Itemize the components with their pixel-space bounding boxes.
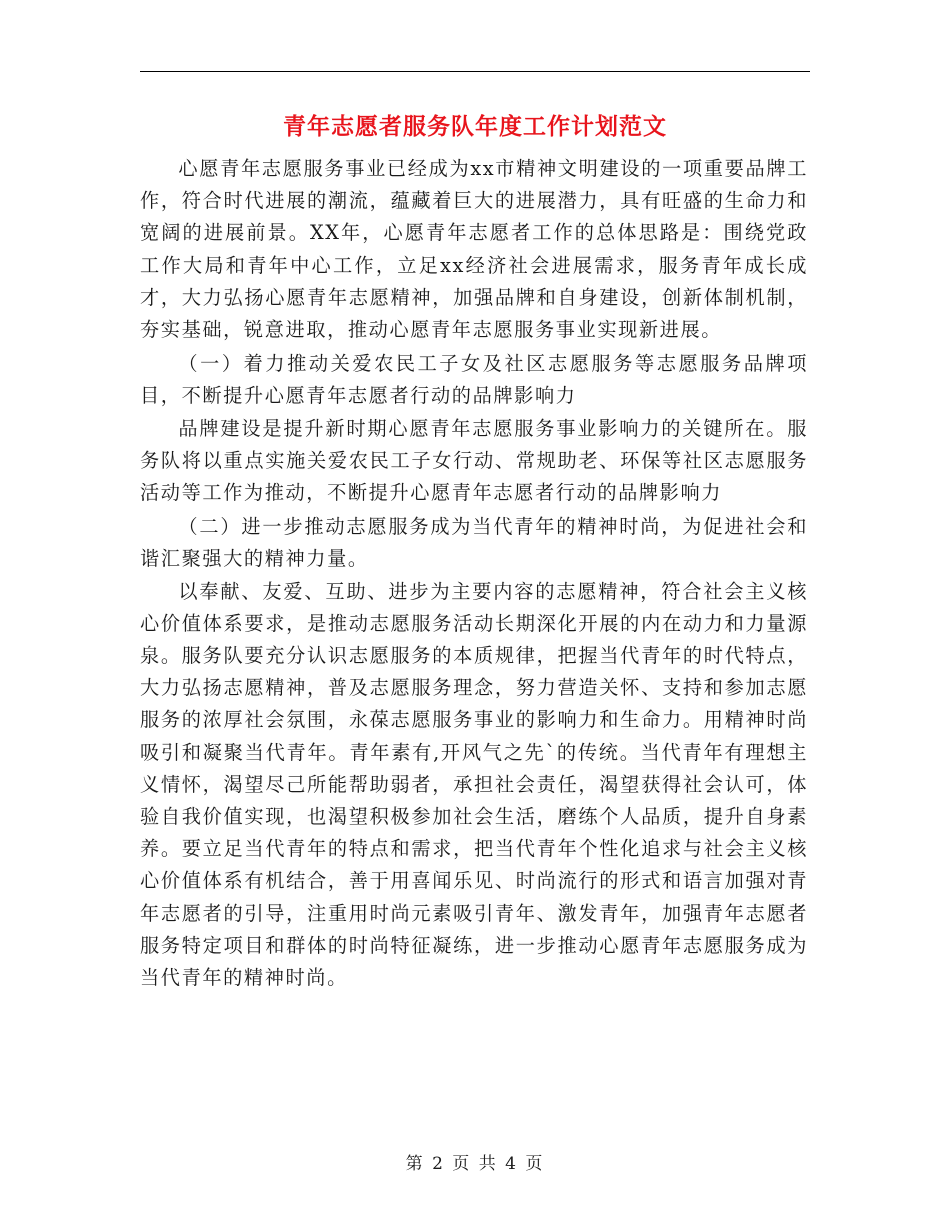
document-title: 青年志愿者服务队年度工作计划范文 [283,113,667,140]
section-heading-1: （一）着力推动关爱农民工子女及社区志愿服务等志愿服务品牌项目，不断提升心愿青年志愿者行动的品牌影响力 [140,352,808,408]
page-number-footer: 第 2 页 共 4 页 [405,1154,545,1174]
document-body [140,153,808,994]
header-rule [140,71,810,72]
section-heading-2: （二）进一步推动志愿服务成为当代青年的精神时尚，为促进社会和谐汇聚强大的精神力量。 [140,515,808,571]
paragraph-brand: 品牌建设是提升新时期心愿青年志愿服务事业影响力的关键所在。服务队将以重点实施关爱农民工子女行动、常规助老、环保等社区志愿服务活动等工作为推动，不断提升心愿青年志愿者行动的品牌影响力 [140,416,808,505]
paragraph-intro: 心愿青年志愿服务事业已经成为xx市精神文明建设的一项重要品牌工作，符合时代进展的潮流，蕴藏着巨大的进展潜力，具有旺盛的生命力和宽阔的进展前景。XX年，心愿青年志愿者工作的总体思路是：围绕党政工作大局和青年中心工作，立足xx经济社会进展需求，服务青年成长成才，大力弘扬心愿青年志愿精神，加强品牌和自身建设，创新体制机制，夯实基础，锐意进取，推动心愿青年志愿服务事业实现新进展。 [140,157,808,342]
paragraph-spirit: 以奉献、友爱、互助、进步为主要内容的志愿精神，符合社会主义核心价值体系要求，是推动志愿服务活动长期深化开展的内在动力和力量源泉。服务队要充分认识志愿服务的本质规律，把握当代青年的时代特点，大力弘扬志愿精神，普及志愿服务理念，努力营造关怀、支持和参加志愿服务的浓厚社会氛围，永葆志愿服务事业的影响力和生命力。用精神时尚吸引和凝聚当代青年。青年素有,开风气之先`的传统。当代青年有理想主义情怀，渴望尽己所能帮助弱者，承担社会责任，渴望获得社会认可，体验自我价值实现，也渴望积极参加社会生活，磨练个人品质，提升自身素养。要立足当代青年的特点和需求，把当代青年个性化追求与社会主义核心价值体系有机结合，善于用喜闻乐见、时尚流行的形式和语言加强对青年志愿者的引导，注重用时尚元素吸引青年、激发青年，加强青年志愿者服务特定项目和群体的时尚特征凝练，进一步推动心愿青年志愿服务成为当代青年的精神时尚。 [140,579,808,990]
